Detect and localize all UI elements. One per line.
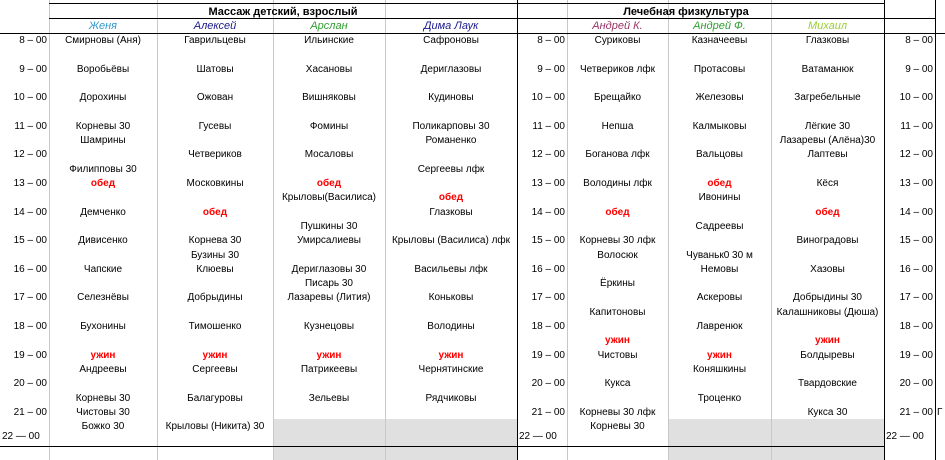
appointment-cell: Лазаревы (Алёна)30 <box>779 135 876 147</box>
appointment-cell: Кукса 30 <box>807 406 848 418</box>
empty-cell-shade <box>273 419 517 460</box>
time-label: 20 – 00 <box>13 378 47 390</box>
time-label-end: 22 — 00 <box>2 431 40 443</box>
dinner-break: ужин <box>815 335 840 347</box>
appointment-cell: Волосюк <box>597 249 638 261</box>
appointment-cell: Брещайко <box>593 92 642 104</box>
appointment-cell: Филипповы 30 <box>69 163 137 175</box>
appointment-cell: Хасановы <box>305 63 353 75</box>
lfk-header: Лечебная физкультура <box>623 6 749 18</box>
appointment-cell: Чистовы <box>597 349 638 361</box>
appointment-cell: Чернятинские <box>418 363 484 375</box>
time-label-end: 22 — 00 <box>886 431 924 443</box>
staff-name-andrey-f: Андрей Ф. <box>693 20 746 32</box>
appointment-cell: Шамрины <box>80 135 126 147</box>
appointment-cell: Виноградовы <box>796 235 859 247</box>
staff-name-arslan: Арслан <box>310 20 348 32</box>
time-label: 17 – 00 <box>899 292 933 304</box>
staff-name-mikhail: Михаил <box>807 20 848 32</box>
time-label: 8 – 00 <box>19 35 47 46</box>
appointment-cell: Глазковы <box>805 35 850 46</box>
appointment-cell: Сергеевы лфк <box>417 163 485 175</box>
time-label: 9 – 00 <box>905 63 933 75</box>
time-label: 13 – 00 <box>13 178 47 189</box>
appointment-cell: Дериглазовы 30 <box>291 263 367 275</box>
appointment-cell: Сафроновы <box>423 35 479 46</box>
lunch-break: обед <box>202 206 228 218</box>
appointment-cell: Шатовы <box>196 63 234 75</box>
appointment-cell: Крыловы(Василиса) <box>281 192 377 204</box>
time-label: 19 – 00 <box>899 349 933 361</box>
staff-name-andrey-k: Андрей К. <box>592 20 643 32</box>
appointment-cell: Сергеевы <box>192 363 238 375</box>
appointment-cell: Бузины 30 <box>190 249 240 261</box>
appointment-cell: Рядчиковы <box>425 392 477 404</box>
header-border <box>49 3 517 4</box>
appointment-cell: Троценко <box>697 392 742 404</box>
time-label: 14 – 00 <box>531 206 565 218</box>
time-label: 10 – 00 <box>531 92 565 104</box>
appointment-cell: Ильинские <box>304 35 354 46</box>
dinner-break: ужин <box>438 349 464 361</box>
appointment-cell: Поликарповы 30 <box>412 120 490 132</box>
appointment-cell: Крыловы (Василиса) лфк <box>391 235 511 247</box>
massage-header: Массаж детский, взрослый <box>208 6 358 18</box>
time-label: 12 – 00 <box>899 149 933 161</box>
appointment-cell: Казначеевы <box>691 35 748 46</box>
time-label: 15 – 00 <box>531 235 565 247</box>
time-label: 8 – 00 <box>537 35 565 46</box>
appointment-cell: Аскеровы <box>696 292 743 304</box>
appointment-cell: Патрикеевы <box>300 363 358 375</box>
time-label: 16 – 00 <box>13 263 47 275</box>
appointment-cell: Твардовские <box>798 378 857 390</box>
dinner-break: ужин <box>90 349 116 361</box>
time-label: 18 – 00 <box>899 321 933 332</box>
appointment-cell: Романенко <box>425 135 477 147</box>
appointment-cell: Болдыревы <box>800 349 855 361</box>
appointment-cell: Гусевы <box>198 120 232 132</box>
appointment-cell: Мосаловы <box>304 149 354 161</box>
lunch-break: обед <box>605 206 630 218</box>
appointment-cell: Вишняковы <box>302 92 356 104</box>
time-label: 21 – 00 <box>13 406 47 418</box>
lunch-break: обед <box>707 178 732 189</box>
appointment-cell: Ивонины <box>698 192 741 204</box>
appointment-cell: Балагуровы <box>187 392 243 404</box>
clipped-column-text: Г <box>937 406 943 418</box>
appointment-cell: Вальцовы <box>696 149 743 161</box>
time-label: 13 – 00 <box>531 178 565 189</box>
appointment-cell: Протасовы <box>693 63 746 75</box>
appointment-cell: Калашниковы (Дюша) <box>776 306 879 318</box>
appointment-cell: Фомины <box>309 120 349 132</box>
appointment-cell: Васильевы лфк <box>414 263 488 275</box>
time-label: 18 – 00 <box>531 321 565 332</box>
appointment-cell: Калмыковы <box>692 120 747 132</box>
time-label: 17 – 00 <box>13 292 47 304</box>
appointment-cell: Володины <box>427 321 475 332</box>
appointment-cell: Володины лфк <box>583 178 652 189</box>
appointment-cell: Смирновы (Аня) <box>65 35 141 46</box>
appointment-cell: Корневы 30 лфк <box>579 235 656 247</box>
staff-name-aleksey: Алексей <box>193 20 237 32</box>
lunch-break: обед <box>438 192 464 204</box>
time-label: 8 – 00 <box>905 35 933 46</box>
appointment-cell: Зельевы <box>308 392 350 404</box>
time-label: 17 – 00 <box>531 292 565 304</box>
appointment-cell: Глазковы <box>429 206 473 218</box>
time-label-end: 22 — 00 <box>519 431 557 443</box>
time-label: 16 – 00 <box>899 263 933 275</box>
dinner-break: ужин <box>605 335 630 347</box>
appointment-cell: Селезнёвы <box>77 292 129 304</box>
appointment-cell: Ёркины <box>600 278 635 290</box>
time-label: 15 – 00 <box>899 235 933 247</box>
appointment-cell: Боганова лфк <box>585 149 650 161</box>
lunch-break: обед <box>316 178 342 189</box>
appointment-cell: Дорохины <box>79 92 127 104</box>
time-label: 19 – 00 <box>13 349 47 361</box>
appointment-cell: Кузнецовы <box>303 321 355 332</box>
time-label: 15 – 00 <box>13 235 47 247</box>
appointment-cell: Кудиновы <box>428 92 474 104</box>
lunch-break: обед <box>815 206 840 218</box>
appointment-cell: Суриковы <box>594 35 641 46</box>
appointment-cell: Бухонины <box>80 321 126 332</box>
appointment-cell: Добрыдины <box>187 292 243 304</box>
time-label: 12 – 00 <box>531 149 565 161</box>
appointment-cell: Пушкины 30 <box>300 220 358 232</box>
appointment-cell: Немовы <box>700 263 739 275</box>
dinner-break: ужин <box>316 349 342 361</box>
time-label: 13 – 00 <box>899 178 933 189</box>
appointment-cell: Демченко <box>80 206 126 218</box>
appointment-cell: Воробьёвы <box>76 63 130 75</box>
appointment-cell: Писарь 30 <box>304 278 353 290</box>
appointment-cell: Лёгкие 30 <box>804 120 851 132</box>
appointment-cell: Умирсалиевы <box>297 235 361 247</box>
staff-name-zhenya: Женя <box>88 20 118 32</box>
appointment-cell: Капитоновы <box>589 306 646 318</box>
time-label: 20 – 00 <box>531 378 565 390</box>
appointment-cell: Загребельные <box>794 92 861 104</box>
appointment-cell: Непша <box>601 120 634 132</box>
appointment-cell: Коняшкины <box>692 363 747 375</box>
appointment-cell: Божко 30 <box>81 421 125 433</box>
appointment-cell: Дивисенко <box>78 235 128 247</box>
time-label: 10 – 00 <box>13 92 47 104</box>
time-label: 11 – 00 <box>900 120 933 132</box>
appointment-cell: Лаптевы <box>807 149 848 161</box>
appointment-cell: Крыловы (Никита) 30 <box>165 421 265 433</box>
appointment-cell: Четвериков лфк <box>580 63 655 75</box>
time-label: 9 – 00 <box>19 63 47 75</box>
appointment-cell: Корневы 30 <box>75 392 131 404</box>
time-label: 9 – 00 <box>537 63 565 75</box>
appointment-cell: Корневы 30 <box>590 421 645 433</box>
bottom-border <box>517 446 884 447</box>
time-label: 21 – 00 <box>531 406 565 418</box>
appointment-cell: Кёся <box>816 178 839 189</box>
appointment-cell: Чапские <box>83 263 123 275</box>
time-label: 18 – 00 <box>13 321 47 332</box>
appointment-cell: Ватаманюк <box>801 63 854 75</box>
appointment-cell: Железовы <box>695 92 744 104</box>
appointment-cell: Чистовы 30 <box>76 406 130 418</box>
appointment-cell: Корневы 30 лфк <box>579 406 656 418</box>
appointment-cell: Чуваньк0 30 м <box>686 249 753 261</box>
dinner-break: ужин <box>202 349 228 361</box>
time-label: 14 – 00 <box>13 206 47 218</box>
time-label: 20 – 00 <box>899 378 933 390</box>
time-label: 11 – 00 <box>532 120 565 132</box>
appointment-cell: Лавренюк <box>696 321 743 332</box>
appointment-cell: Садреевы <box>695 220 744 232</box>
appointment-cell: Четвериков <box>188 149 242 161</box>
time-label: 12 – 00 <box>13 149 47 161</box>
grid-line <box>935 0 936 460</box>
lunch-break: обед <box>90 178 116 189</box>
appointment-cell: Кукса <box>604 378 631 390</box>
appointment-cell: Гаврильцевы <box>184 35 246 46</box>
bottom-border <box>0 446 517 447</box>
header-border <box>517 3 884 4</box>
dinner-break: ужин <box>707 349 732 361</box>
appointment-cell: Лазаревы (Лития) <box>287 292 371 304</box>
time-label: 21 – 00 <box>899 406 933 418</box>
staff-name-dima: Дима Лаук <box>423 20 479 32</box>
empty-cell-shade <box>668 419 884 460</box>
time-label: 19 – 00 <box>531 349 565 361</box>
appointment-cell: Добрыдины 30 <box>793 292 862 304</box>
time-label: 11 – 00 <box>14 120 47 132</box>
appointment-cell: Тимошенко <box>188 321 242 332</box>
appointment-cell: Московкины <box>186 178 244 189</box>
appointment-cell: Хазовы <box>810 263 845 275</box>
appointment-cell: Корнева 30 <box>188 235 242 247</box>
appointment-cell: Корневы 30 <box>75 120 131 132</box>
time-label: 10 – 00 <box>899 92 933 104</box>
appointment-cell: Ожован <box>196 92 234 104</box>
appointment-cell: Коньковы <box>428 292 474 304</box>
appointment-cell: Андреевы <box>79 363 127 375</box>
time-label: 14 – 00 <box>899 206 933 218</box>
time-label: 16 – 00 <box>531 263 565 275</box>
appointment-cell: Дериглазовы <box>420 63 482 75</box>
appointment-cell: Клюевы <box>196 263 234 275</box>
